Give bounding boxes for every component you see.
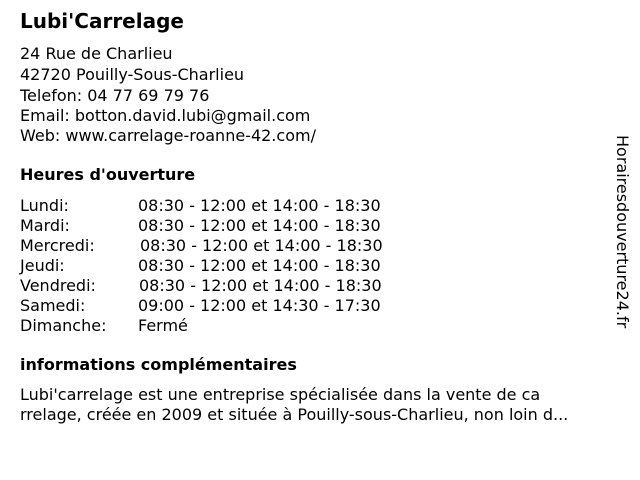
site-watermark: [613, 135, 633, 329]
business-name: Lubi'Carrelage: [20, 9, 184, 33]
hours-saturday: 09:00 - 12:00 et 14:30 - 17:30: [138, 296, 381, 315]
hours-friday: 08:30 - 12:00 et 14:00 - 18:30: [139, 276, 382, 295]
phone-number: Telefon: 04 77 69 79 76: [20, 86, 210, 105]
description-line-2: rrelage, créée en 2009 et située à Pouilly-sous-Charlieu, non loin d...: [20, 405, 569, 424]
hours-tuesday: 08:30 - 12:00 et 14:00 - 18:30: [138, 216, 381, 235]
day-label-monday: Lundi:: [20, 196, 69, 215]
hours-thursday: 08:30 - 12:00 et 14:00 - 18:30: [138, 256, 381, 275]
address-street: 24 Rue de Charlieu: [20, 44, 173, 63]
description-line-1: Lubi'carrelage est une entreprise spécialisée dans la vente de ca: [20, 385, 541, 404]
hours-monday: 08:30 - 12:00 et 14:00 - 18:30: [138, 196, 381, 215]
day-label-tuesday: Mardi:: [20, 216, 70, 235]
website-address: Web: www.carrelage-roanne-42.com/: [20, 126, 316, 145]
day-label-friday: Vendredi:: [20, 276, 96, 295]
day-label-saturday: Samedi:: [20, 296, 86, 315]
opening-hours-heading: Heures d'ouverture: [20, 165, 196, 184]
day-label-thursday: Jeudi:: [20, 256, 65, 275]
address-city: 42720 Pouilly-Sous-Charlieu: [20, 65, 245, 84]
hours-sunday: Fermé: [138, 316, 188, 335]
watermark-text: Horairesdouverture24.fr: [613, 135, 632, 329]
day-label-wednesday: Mercredi:: [20, 236, 95, 255]
additional-info-heading: informations complémentaires: [20, 355, 297, 374]
day-label-sunday: Dimanche:: [20, 316, 107, 335]
hours-wednesday: 08:30 - 12:00 et 14:00 - 18:30: [140, 236, 383, 255]
email-address: Email: botton.david.lubi@gmail.com: [20, 106, 311, 125]
